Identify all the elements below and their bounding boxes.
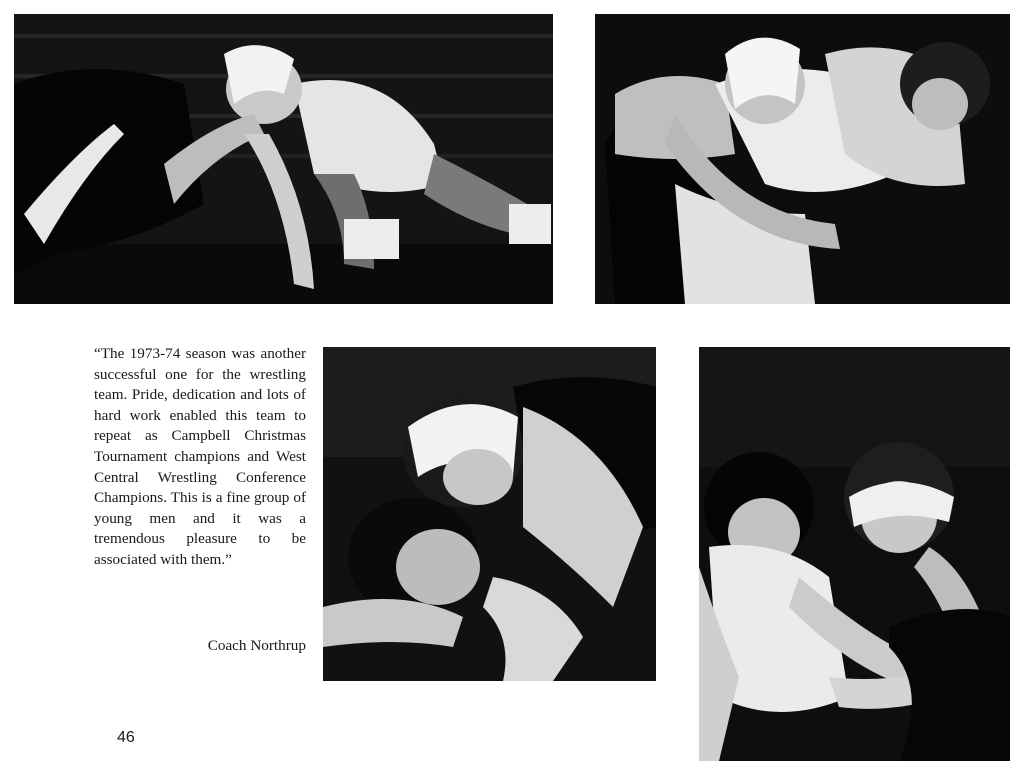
- wrestling-photo-top-left: [14, 14, 553, 304]
- coach-quote: “The 1973-74 season was another successful one for the wrestling team. Pride, dedication and lots of hard work enabled this team to repeat as Campbell Christmas Tournament champions and West Central Wrestling Conference Champions. This is a fine group of young men and it was a tremendous pleasure to be associated with them.”: [94, 345, 306, 568]
- wrestling-photo-top-right: [595, 14, 1010, 304]
- wrestling-photo-bottom-center: [323, 347, 656, 681]
- page-number: 46: [117, 729, 135, 746]
- quote-attribution: Coach Northrup: [207, 637, 306, 654]
- wrestling-photo-bottom-right: [699, 347, 1010, 761]
